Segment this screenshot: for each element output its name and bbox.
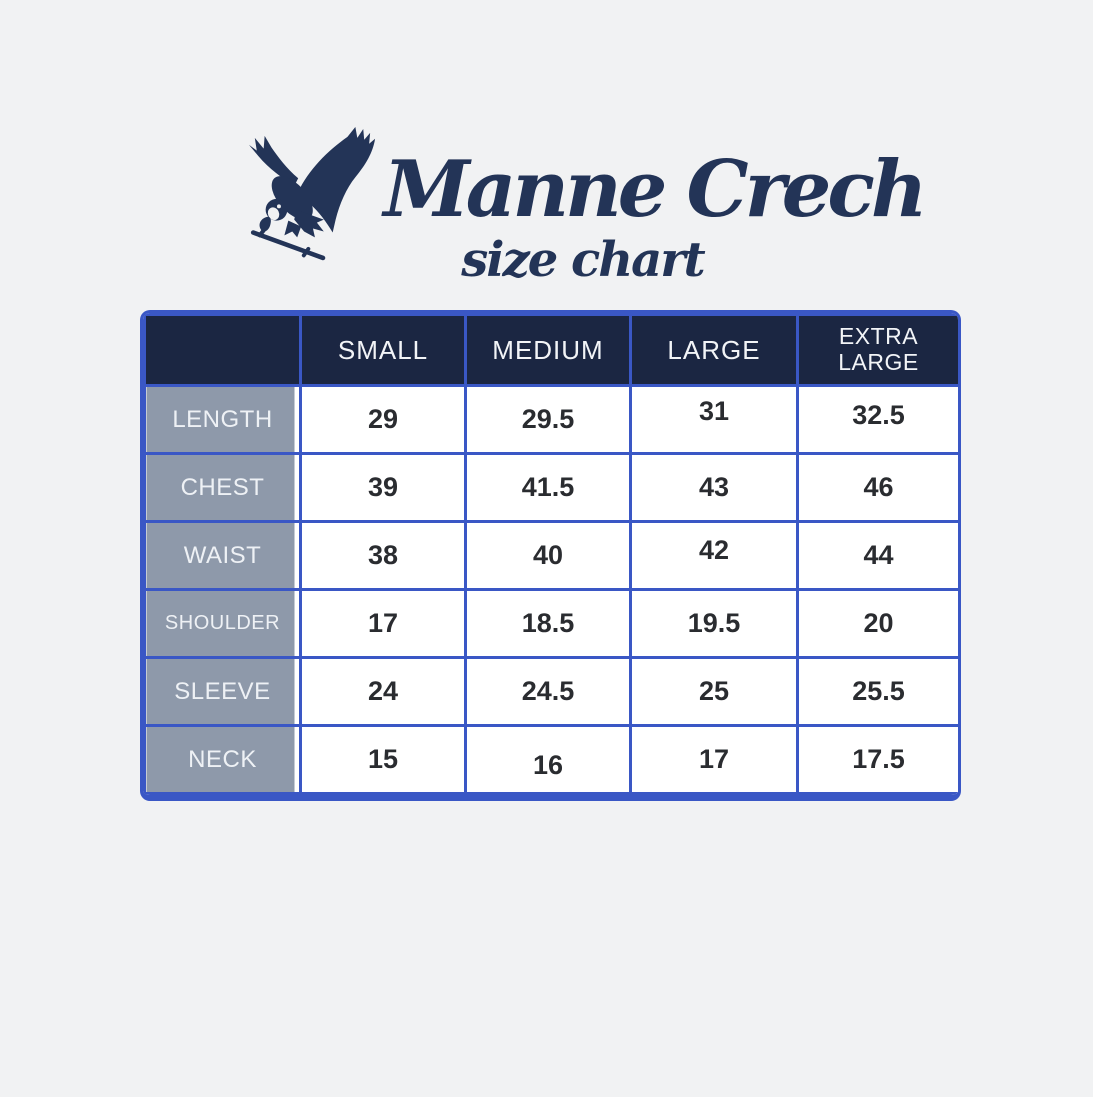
size-value: 32.5 — [852, 400, 905, 430]
size-value: 25.5 — [852, 676, 905, 706]
size-value: 29 — [367, 404, 399, 434]
column-header — [466, 315, 631, 386]
row-label — [145, 726, 301, 794]
column-header — [301, 315, 466, 386]
size-value: 18.5 — [521, 608, 575, 638]
logo-subtitle: size chart — [461, 232, 704, 288]
size-value-cell — [798, 386, 960, 454]
row-label-text: CHEST — [180, 473, 265, 501]
size-value-cell — [301, 522, 466, 590]
row-label — [145, 454, 301, 522]
table-body — [145, 386, 960, 794]
row-label — [145, 386, 301, 454]
row-label-text: WAIST — [183, 541, 262, 569]
size-value-cell — [798, 726, 960, 794]
size-value-cell — [301, 726, 466, 794]
size-value: 15 — [367, 744, 399, 774]
size-value-cell — [798, 454, 960, 522]
size-chart-table — [143, 313, 961, 795]
size-value-cell — [798, 522, 960, 590]
size-value-cell — [466, 726, 631, 794]
table-row — [145, 590, 960, 658]
row-label-text: NECK — [188, 745, 257, 773]
row-label-text: SHOULDER — [164, 612, 281, 634]
row-label — [145, 658, 301, 726]
column-header-label: SMALL — [337, 334, 429, 365]
column-header — [798, 315, 960, 386]
size-value-cell — [301, 590, 466, 658]
size-value: 24 — [367, 676, 399, 706]
column-header-label: LARGE — [667, 334, 761, 365]
size-value-cell — [466, 590, 631, 658]
size-value: 16 — [532, 750, 564, 780]
column-header — [631, 315, 798, 386]
size-value-cell — [301, 386, 466, 454]
size-value: 17.5 — [852, 744, 905, 774]
size-value-cell — [631, 454, 798, 522]
size-value: 40 — [532, 540, 564, 570]
size-value: 46 — [863, 472, 894, 502]
row-label-text: SLEEVE — [174, 677, 271, 705]
table-row — [145, 522, 960, 590]
size-value: 41.5 — [521, 472, 575, 502]
size-value: 42 — [698, 535, 730, 565]
brand-name: Manne Crech — [383, 144, 924, 235]
size-value: 31 — [698, 396, 730, 426]
size-value-cell — [798, 658, 960, 726]
size-value-cell — [466, 522, 631, 590]
size-value-cell — [631, 658, 798, 726]
size-value: 20 — [863, 608, 894, 638]
brand-logo — [36, 116, 1093, 288]
size-value: 39 — [367, 472, 399, 502]
size-value: 25 — [698, 676, 730, 706]
size-value-cell — [466, 658, 631, 726]
size-value: 29.5 — [521, 404, 575, 434]
size-value: 17 — [698, 744, 730, 774]
size-value-cell — [631, 522, 798, 590]
table-row — [145, 454, 960, 522]
column-header-label: EXTRA LARGE — [838, 322, 919, 376]
corner-cell — [145, 315, 301, 386]
size-value: 24.5 — [521, 676, 575, 706]
size-value: 44 — [863, 540, 894, 570]
size-value-cell — [301, 454, 466, 522]
header-row — [145, 315, 960, 386]
table-row — [145, 658, 960, 726]
size-value-cell — [631, 726, 798, 794]
table-row — [145, 386, 960, 454]
size-value-cell — [631, 386, 798, 454]
size-value: 43 — [698, 472, 730, 502]
size-value-cell — [631, 590, 798, 658]
size-value-cell — [466, 454, 631, 522]
size-value-cell — [798, 590, 960, 658]
table-row — [145, 726, 960, 794]
size-value: 17 — [367, 608, 399, 638]
row-label — [145, 522, 301, 590]
eagle-icon — [241, 124, 379, 264]
column-header-label: MEDIUM — [492, 334, 604, 365]
size-value: 38 — [367, 540, 399, 570]
row-label — [145, 590, 301, 658]
row-label-text: LENGTH — [172, 405, 273, 433]
size-value-cell — [466, 386, 631, 454]
size-value: 19.5 — [687, 608, 741, 638]
size-value-cell — [301, 658, 466, 726]
size-table-wrap — [140, 310, 961, 801]
